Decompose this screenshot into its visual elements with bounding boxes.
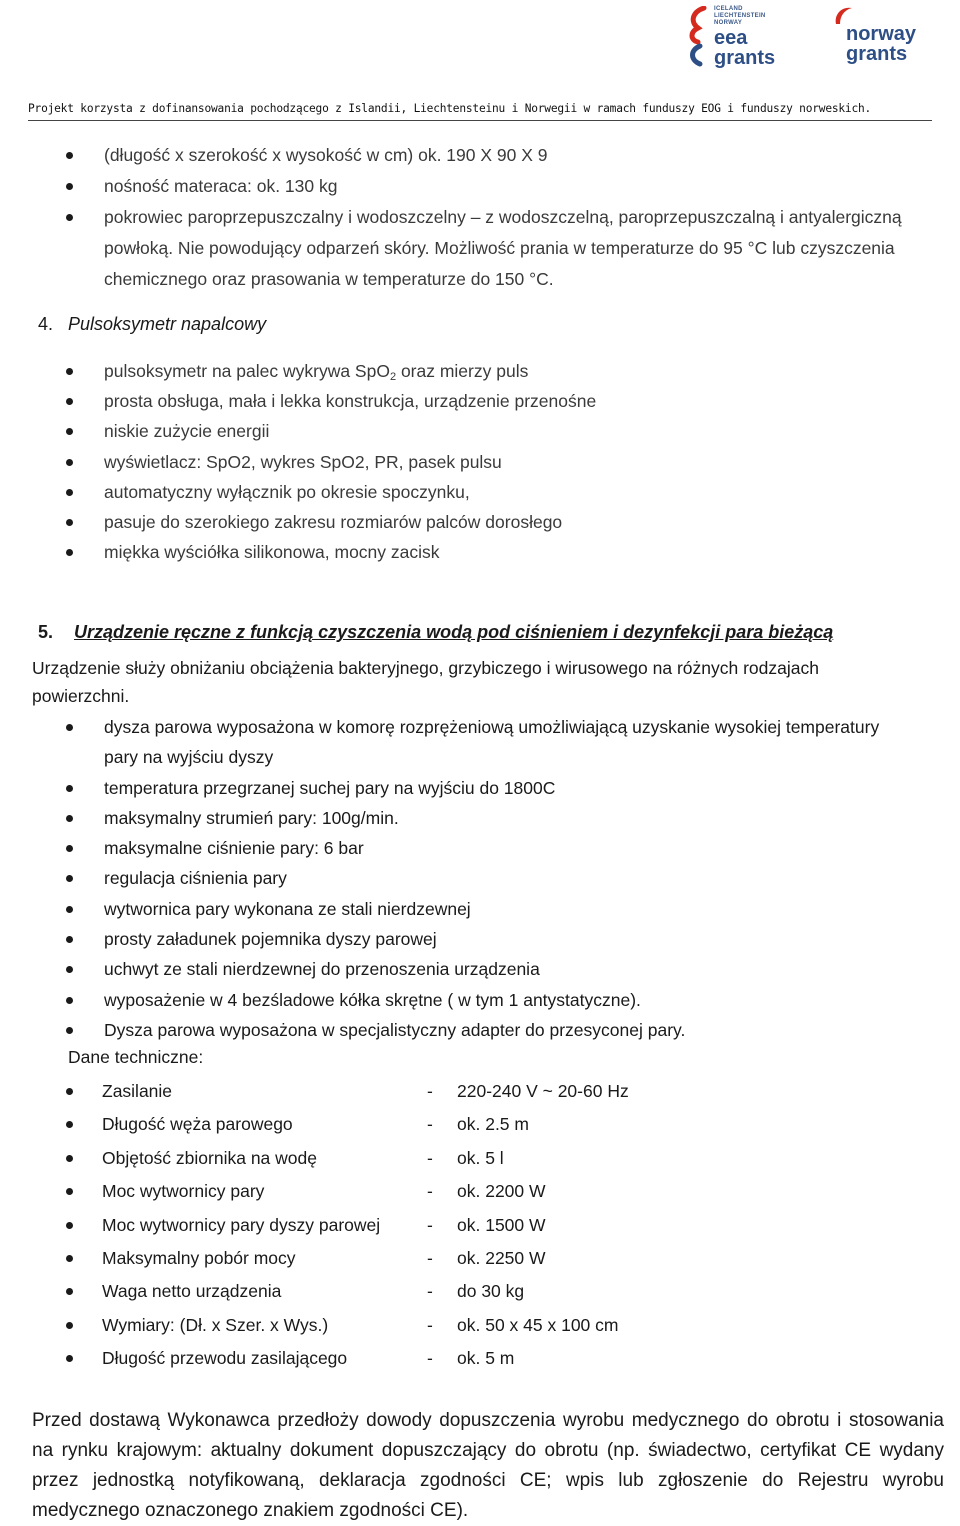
bullet-icon	[66, 845, 73, 852]
spec-dash: -	[427, 1081, 433, 1101]
list-item: dysza parowa wyposażona w komorę rozprężeniową umożliwiającą uzyskanie wysokiej temperatury pary na wyjściu dyszy	[0, 712, 960, 773]
bullet-icon	[66, 1288, 73, 1295]
bullet-icon	[66, 183, 73, 190]
header-logos	[686, 0, 932, 78]
bullet-icon	[66, 1255, 73, 1262]
spec-label: Długość przewodu zasilającego	[102, 1348, 348, 1369]
pulse-oximeter-spec-list	[0, 356, 960, 567]
spec-dash: -	[427, 1281, 433, 1302]
funding-banner: Projekt korzysta z dofinansowania pochodzącego z Islandii, Liechtensteinu i Norwegii w ramach funduszy EOG i funduszy norweskich.	[28, 102, 872, 115]
spec-label: Długość węża parowego	[102, 1114, 293, 1135]
spec-dash: -	[427, 1114, 433, 1135]
list-item: pulsoksymetr na palec wykrywa SpO$_2$ oraz mierzy puls	[0, 356, 960, 386]
bullet-icon	[66, 152, 73, 159]
list-item: prosta obsługa, mała i lekka konstrukcja, urządzenie przenośne	[0, 386, 960, 416]
spec-label: Moc wytwornicy pary dyszy parowej	[102, 1214, 381, 1235]
bullet-icon	[66, 519, 73, 526]
norway-grants-wordmark: norway grants	[846, 23, 917, 65]
spec-value: 220-240 V ~ 20-60 Hz	[457, 1081, 629, 1101]
spec-dash: -	[427, 1314, 433, 1335]
technical-data-label: Dane techniczne:	[68, 1047, 204, 1067]
spec-dash: -	[427, 1348, 433, 1369]
spec-row	[0, 1075, 960, 1108]
spec-value: ok. 50 x 45 x 100 cm	[457, 1314, 619, 1335]
closing-paragraph: Przed dostawą Wykonawca przedłoży dowody dopuszczenia wyrobu medycznego do obrotu i stosowania na rynku krajowym: aktualny dokument dopuszczający do obrotu (np. świadectwo, certyfikat CE wydany przez jednostką notyfikowaną, deklaracja zgodności CE; wpis lub zgłoszenie do Rejestru wyrobu medycznego oznaczonego znakiem zgodności CE).	[32, 1410, 944, 1521]
spec-label: Waga netto urządzenia	[102, 1281, 282, 1302]
list-item: (długość x szerokość x wysokość w cm) ok. 190 X 90 X 9	[0, 140, 960, 171]
eea-grants-logo	[686, 0, 796, 74]
spec-row	[0, 1142, 960, 1175]
list-item: wytwornica pary wykonana ze stali nierdzewnej	[0, 894, 960, 924]
spec-label: Maksymalny pobór mocy	[102, 1247, 296, 1268]
bullet-icon	[66, 428, 73, 435]
spec-value: ok. 5 m	[457, 1348, 515, 1369]
spec-row	[0, 1275, 960, 1308]
bullet-icon	[66, 785, 73, 792]
spec-row	[0, 1108, 960, 1141]
spec-value: ok. 2200 W	[457, 1181, 546, 1202]
bullet-icon	[66, 906, 73, 913]
eea-country-list: ICELAND LIECHTENSTEIN NORWAY	[714, 6, 766, 26]
bullet-icon	[66, 549, 73, 556]
list-item: automatyczny wyłącznik po okresie spoczynku,	[0, 477, 960, 507]
list-item: niskie zużycie energii	[0, 416, 960, 446]
bullet-icon	[66, 368, 73, 375]
spec-row	[0, 1209, 960, 1242]
bullet-icon	[66, 1027, 73, 1034]
spec-dash: -	[427, 1147, 433, 1168]
spec-label: Zasilanie	[102, 1081, 173, 1101]
spec-dash: -	[427, 1181, 433, 1202]
spec-row	[0, 1242, 960, 1275]
bullet-icon	[66, 1121, 73, 1128]
bullet-icon	[66, 724, 73, 731]
header-divider	[28, 120, 932, 121]
steam-cleaner-feature-list	[0, 712, 960, 1045]
bullet-icon	[66, 1088, 73, 1095]
bullet-icon	[66, 815, 73, 822]
eea-grants-wordmark: eea grants	[714, 27, 776, 69]
bullet-icon	[66, 936, 73, 943]
list-item: temperatura przegrzanej suchej pary na wyjściu do 1800C	[0, 773, 960, 803]
spec-value: ok. 2.5 m	[457, 1114, 529, 1135]
list-item: miękka wyściółka silikonowa, mocny zacisk	[0, 537, 960, 567]
bullet-icon	[66, 1222, 73, 1229]
bullet-icon	[66, 1188, 73, 1195]
bullet-icon	[66, 875, 73, 882]
spec-dash: -	[427, 1214, 433, 1235]
spec-row	[0, 1342, 960, 1375]
spec-label: Objętość zbiornika na wodę	[102, 1147, 317, 1168]
bullet-icon	[66, 1155, 73, 1162]
mattress-spec-list	[0, 140, 960, 295]
section-5-intro: Urządzenie służy obniżaniu obciążenia bakteryjnego, grzybiczego i wirusowego na różnych rodzajach powierzchni.	[32, 658, 819, 706]
list-item: Dysza parowa wyposażona w specjalistyczny adapter do przesyconej pary.	[0, 1015, 960, 1045]
section-5-heading: 5. Urządzenie ręczne z funkcją czyszczenia wodą pod ciśnieniem i dezynfekcji para bieżącą	[38, 622, 834, 642]
list-item: nośność materaca: ok. 130 kg	[0, 171, 960, 202]
bullet-icon	[66, 1355, 73, 1362]
bullet-icon	[66, 398, 73, 405]
spec-value: do 30 kg	[457, 1281, 525, 1302]
section-4-heading: 4. Pulsoksymetr napalcowy	[38, 314, 267, 334]
bullet-icon	[66, 1322, 73, 1329]
bullet-icon	[66, 997, 73, 1004]
bullet-icon	[66, 966, 73, 973]
list-item: uchwyt ze stali nierdzewnej do przenoszenia urządzenia	[0, 954, 960, 984]
spec-dash: -	[427, 1247, 433, 1268]
bullet-icon	[66, 459, 73, 466]
list-item: maksymalne ciśnienie pary: 6 bar	[0, 833, 960, 863]
list-item: wyposażenie w 4 bezśladowe kółka skrętne ( w tym 1 antystatyczne).	[0, 985, 960, 1015]
spec-value: ok. 5 l	[457, 1147, 504, 1168]
list-item: prosty załadunek pojemnika dyszy parowej	[0, 924, 960, 954]
spec-row	[0, 1175, 960, 1208]
list-item: wyświetlacz: SpO2, wykres SpO2, PR, pasek pulsu	[0, 447, 960, 477]
list-item: pokrowiec paroprzepuszczalny i wodoszczelny – z wodoszczelną, paroprzepuszczalną i antyalergiczną powłoką. Nie powodujący odparzeń skóry. Możliwość prania w temperaturze do 95 °C lub czyszczenia chemicznego oraz prasowania w temperaturze do 150 °C.	[0, 202, 960, 295]
list-item: regulacja ciśnienia pary	[0, 863, 960, 893]
spec-label: Moc wytwornicy pary	[102, 1181, 265, 1202]
eea-grants-logo-icon	[686, 6, 710, 68]
spec-label: Wymiary: (Dł. x Szer. x Wys.)	[102, 1314, 329, 1335]
spec-row	[0, 1309, 960, 1342]
list-item: pasuje do szerokiego zakresu rozmiarów palców dorosłego	[0, 507, 960, 537]
bullet-icon	[66, 214, 73, 221]
bullet-icon	[66, 489, 73, 496]
spec-value: ok. 2250 W	[457, 1247, 546, 1268]
technical-spec-list	[0, 1075, 960, 1376]
spec-value: ok. 1500 W	[457, 1214, 546, 1235]
norway-grants-logo	[832, 0, 932, 74]
list-item: maksymalny strumień pary: 100g/min.	[0, 803, 960, 833]
